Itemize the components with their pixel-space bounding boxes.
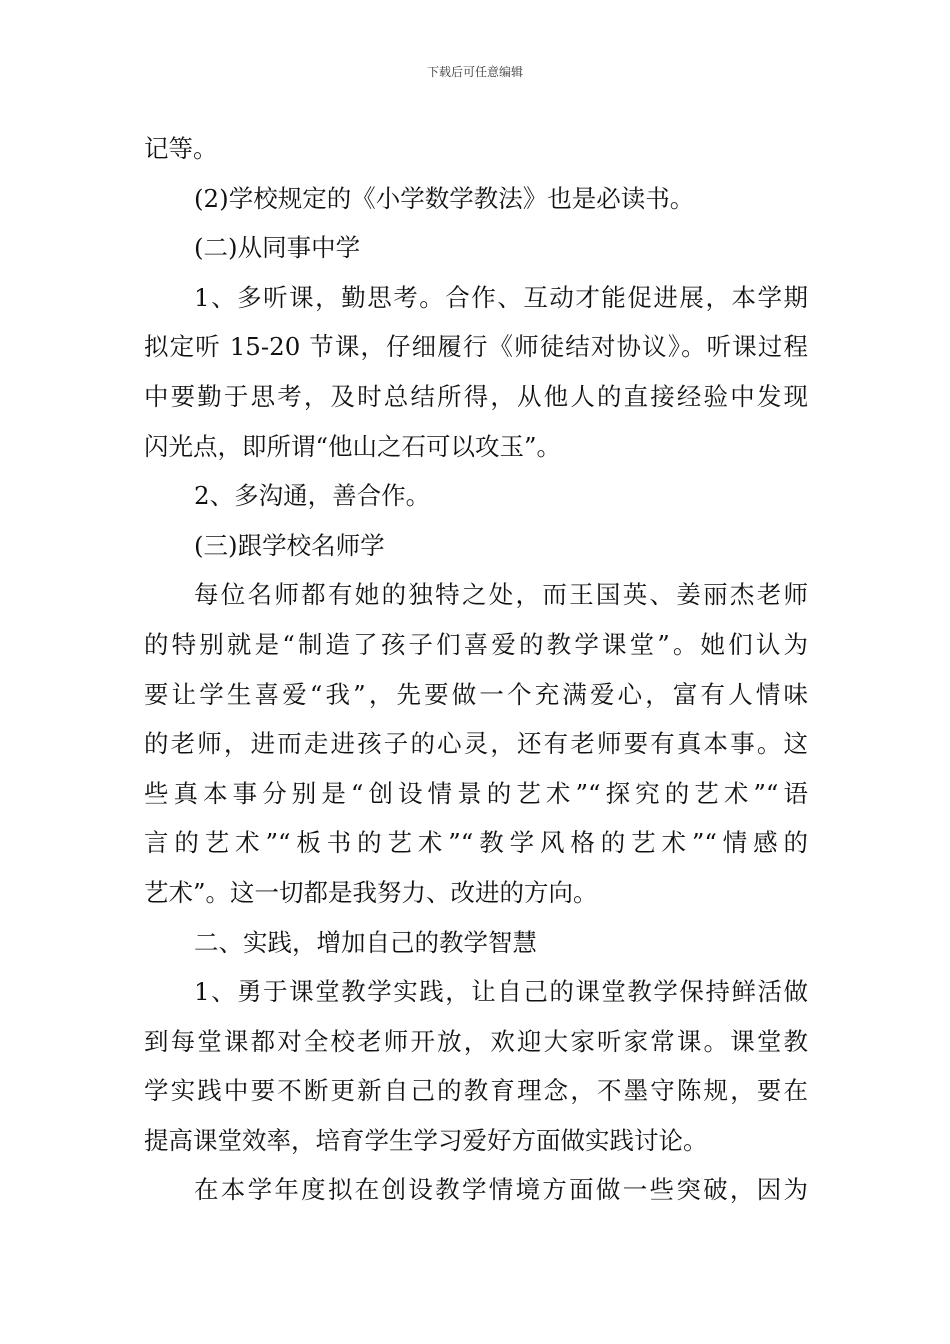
section-heading: 二、实践，增加自己的教学智慧 (194, 927, 537, 957)
text-line: 言的艺术”“板书的艺术”“教学风格的艺术”“情感的 (144, 828, 808, 858)
text-line: 提高课堂效率，培育学生学习爱好方面做实践讨论。 (144, 1125, 708, 1155)
text-line: 艺术”。这一切都是我努力、改进的方向。 (144, 877, 598, 907)
text-line: 拟定听 15-20 节课，仔细履行《师徒结对协议》。听课过程 (144, 332, 808, 362)
text-line: 的老师，进而走进孩子的心灵，还有老师要有真本事。这 (144, 729, 808, 759)
text-line: 1、多听课，勤思考。合作、互动才能促进展，本学期 (194, 282, 808, 312)
text-line: 2、多沟通，善合作。 (194, 481, 431, 511)
text-line: 学实践中要不断更新自己的教育理念，不墨守陈规，要在 (144, 1076, 808, 1106)
text-line: 到每堂课都对全校老师开放，欢迎大家听家常课。课堂教 (144, 1026, 808, 1056)
text-line: 的特别就是“制造了孩子们喜爱的教学课堂”。她们认为 (144, 629, 808, 659)
text-line: 闪光点，即所谓“他山之石可以攻玉”。 (144, 431, 562, 461)
text-line: 1、勇于课堂教学实践，让自己的课堂教学保持鲜活做 (194, 977, 808, 1007)
section-heading: (三)跟学校名师学 (194, 530, 385, 560)
text-line: 每位名师都有她的独特之处，而王国英、姜丽杰老师 (194, 580, 808, 610)
text-line: 记等。 (144, 134, 218, 163)
text-line: 些真本事分别是“创设情景的艺术”“探究的艺术”“语 (144, 778, 808, 808)
text-line: 在本学年度拟在创设教学情境方面做一些突破，因为 (194, 1175, 808, 1205)
page-header-note: 下载后可任意编辑 (426, 65, 523, 79)
text-line: 要让学生喜爱“我”，先要做一个充满爱心，富有人情味 (144, 679, 808, 709)
section-heading: (二)从同事中学 (194, 233, 361, 263)
text-line: (2)学校规定的《小学数学教法》也是必读书。 (194, 183, 695, 213)
text-line: 中要勤于思考，及时总结所得，从他人的直接经验中发现 (144, 381, 808, 411)
document-body (144, 124, 808, 1215)
